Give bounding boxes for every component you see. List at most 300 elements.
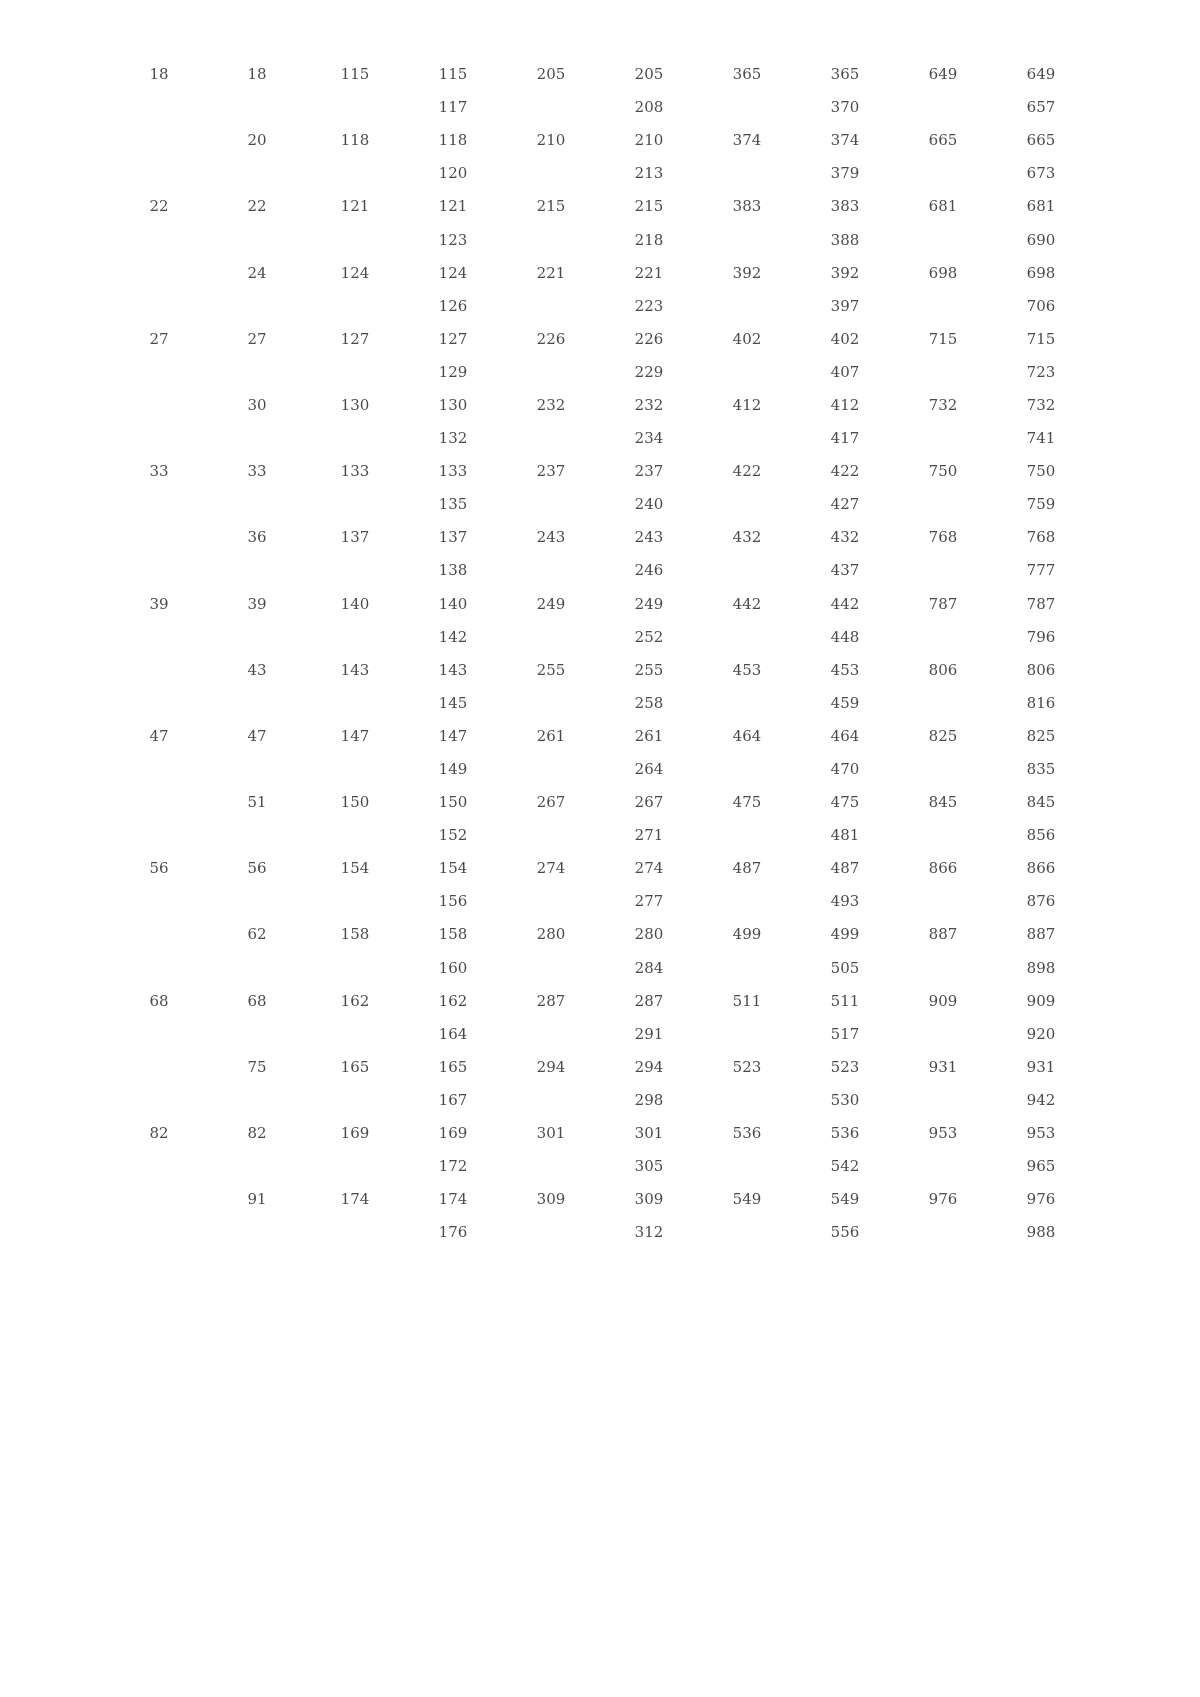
table-cell: 806 [1026,660,1056,679]
table-cell: 931 [1026,1057,1056,1076]
table-cell [306,885,404,918]
table-cell: 657 [1026,98,1056,117]
table-cell: 237 [536,462,566,481]
table-cell: 365 [732,65,762,84]
table-row [110,687,1090,720]
table-cell: 277 [634,892,664,911]
table-cell: 255 [536,660,566,679]
table-row [110,157,1090,190]
table-row [110,1150,1090,1183]
table-cell: 218 [634,230,664,249]
table-cell: 249 [634,594,664,613]
table-cell: 274 [536,859,566,878]
table-cell [208,356,306,389]
table-cell: 232 [634,395,664,414]
table-cell: 160 [438,958,468,977]
table-cell [502,819,600,852]
table-cell: 56 [247,859,267,878]
table-cell: 365 [830,65,860,84]
table-cell [698,1150,796,1183]
table-cell: 27 [149,329,169,348]
table-cell: 232 [536,395,566,414]
table-cell [698,687,796,720]
table-cell [306,488,404,521]
table-cell: 976 [928,1190,958,1209]
table-cell: 138 [438,561,468,580]
table-cell: 147 [438,726,468,745]
table-cell: 374 [732,131,762,150]
table-cell: 392 [732,263,762,282]
table-cell: 665 [1026,131,1056,150]
table-cell: 453 [732,660,762,679]
table-row [110,885,1090,918]
table-cell: 777 [1026,561,1056,580]
table-cell [306,753,404,786]
table-cell [306,157,404,190]
table-cell [502,753,600,786]
table-cell: 442 [732,594,762,613]
table-cell: 118 [438,131,468,150]
table-cell: 437 [830,561,860,580]
table-row [110,190,1090,223]
table-cell: 149 [438,760,468,779]
table-cell: 126 [438,296,468,315]
table-cell [698,422,796,455]
table-cell: 796 [1026,627,1056,646]
table-cell [306,621,404,654]
table-cell: 301 [536,1124,566,1143]
table-cell: 370 [830,98,860,117]
table-cell [698,819,796,852]
table-cell: 374 [830,131,860,150]
table-cell [208,621,306,654]
table-cell: 133 [438,462,468,481]
table-cell: 132 [438,429,468,448]
table-cell [502,1084,600,1117]
table-cell: 237 [634,462,664,481]
table-cell: 487 [732,859,762,878]
table-cell: 464 [830,726,860,745]
table-cell: 165 [438,1057,468,1076]
table-row [110,720,1090,753]
table-cell: 43 [247,660,267,679]
table-cell: 158 [438,925,468,944]
table-cell: 768 [928,528,958,547]
table-cell [110,389,208,422]
table-cell [110,554,208,587]
table-row [110,521,1090,554]
table-cell: 137 [438,528,468,547]
table-cell: 223 [634,296,664,315]
table-cell [110,356,208,389]
table-cell: 62 [247,925,267,944]
table-cell: 39 [149,594,169,613]
table-cell: 120 [438,164,468,183]
table-cell: 898 [1026,958,1056,977]
table-cell [698,753,796,786]
table-cell: 294 [634,1057,664,1076]
table-cell [306,687,404,720]
table-cell: 51 [247,793,267,812]
table-cell [110,290,208,323]
table-cell [894,290,992,323]
table-cell: 536 [732,1124,762,1143]
table-cell: 920 [1026,1024,1056,1043]
table-row [110,654,1090,687]
table-cell: 715 [1026,329,1056,348]
table-cell: 167 [438,1090,468,1109]
table-cell [306,1084,404,1117]
table-cell: 127 [340,329,370,348]
table-cell: 154 [438,859,468,878]
table-cell [894,157,992,190]
table-cell: 768 [1026,528,1056,547]
table-cell: 976 [1026,1190,1056,1209]
table-cell [698,885,796,918]
number-table-body [110,58,1090,1249]
table-cell: 475 [732,793,762,812]
table-cell [502,157,600,190]
table-cell: 305 [634,1157,664,1176]
table-cell [306,223,404,256]
table-cell: 397 [830,296,860,315]
table-cell: 866 [1026,859,1056,878]
table-cell [698,554,796,587]
table-cell: 953 [1026,1124,1056,1143]
table-cell [208,885,306,918]
table-cell [502,91,600,124]
table-cell: 422 [830,462,860,481]
table-row [110,124,1090,157]
table-cell: 542 [830,1157,860,1176]
table-cell: 706 [1026,296,1056,315]
table-cell: 118 [340,131,370,150]
table-cell [306,819,404,852]
table-cell [208,290,306,323]
table-cell: 723 [1026,362,1056,381]
table-cell: 133 [340,462,370,481]
table-cell: 82 [247,1124,267,1143]
table-cell: 649 [928,65,958,84]
table-cell: 673 [1026,164,1056,183]
table-cell: 845 [928,793,958,812]
table-cell [208,1084,306,1117]
table-cell [110,1051,208,1084]
table-cell [110,885,208,918]
table-cell [306,91,404,124]
table-cell: 887 [928,925,958,944]
table-cell [894,1084,992,1117]
table-cell: 549 [732,1190,762,1209]
table-cell [502,1150,600,1183]
table-cell: 511 [732,991,762,1010]
table-cell: 47 [247,726,267,745]
table-row [110,1018,1090,1051]
table-cell [110,1018,208,1051]
table-cell: 487 [830,859,860,878]
table-cell [208,687,306,720]
table-cell [502,554,600,587]
table-cell [110,786,208,819]
table-cell: 147 [340,726,370,745]
table-cell: 887 [1026,925,1056,944]
table-cell: 115 [438,65,468,84]
table-cell: 417 [830,429,860,448]
table-cell: 499 [830,925,860,944]
table-cell: 825 [928,726,958,745]
table-cell [110,488,208,521]
table-cell: 164 [438,1024,468,1043]
table-cell: 517 [830,1024,860,1043]
table-cell: 280 [536,925,566,944]
table-cell: 82 [149,1124,169,1143]
table-cell [894,554,992,587]
table-row [110,952,1090,985]
table-cell: 33 [149,462,169,481]
table-cell: 267 [634,793,664,812]
table-cell: 931 [928,1057,958,1076]
table-cell: 261 [536,726,566,745]
table-cell: 142 [438,627,468,646]
table-row [110,753,1090,786]
table-cell: 665 [928,131,958,150]
table-cell [306,952,404,985]
table-cell: 47 [149,726,169,745]
table-cell: 291 [634,1024,664,1043]
table-cell: 130 [340,395,370,414]
table-cell [502,952,600,985]
table-cell: 835 [1026,760,1056,779]
table-cell: 787 [928,594,958,613]
table-cell: 453 [830,660,860,679]
table-cell: 464 [732,726,762,745]
table-cell: 402 [830,329,860,348]
table-cell: 39 [247,594,267,613]
table-cell: 523 [732,1057,762,1076]
table-cell: 845 [1026,793,1056,812]
table-cell: 965 [1026,1157,1056,1176]
table-cell: 264 [634,760,664,779]
table-cell: 221 [634,263,664,282]
table-cell: 135 [438,495,468,514]
table-cell: 33 [247,462,267,481]
table-cell: 750 [928,462,958,481]
number-table [110,58,1090,1249]
table-cell: 162 [340,991,370,1010]
table-cell: 294 [536,1057,566,1076]
table-row [110,786,1090,819]
table-cell [698,621,796,654]
table-cell: 115 [340,65,370,84]
table-cell [502,1018,600,1051]
table-cell [110,621,208,654]
table-cell [110,1183,208,1216]
table-cell [502,1216,600,1249]
table-cell: 221 [536,263,566,282]
table-cell: 511 [830,991,860,1010]
table-cell [110,753,208,786]
table-cell [110,952,208,985]
table-cell: 215 [536,197,566,216]
table-cell: 942 [1026,1090,1056,1109]
table-row [110,1117,1090,1150]
table-cell: 169 [438,1124,468,1143]
table-cell: 649 [1026,65,1056,84]
table-cell [208,422,306,455]
table-cell: 481 [830,826,860,845]
table-cell: 412 [830,395,860,414]
table-cell: 715 [928,329,958,348]
table-cell: 750 [1026,462,1056,481]
table-cell [698,223,796,256]
table-row [110,290,1090,323]
table-cell [306,1150,404,1183]
table-cell: 240 [634,495,664,514]
table-cell [110,687,208,720]
table-cell: 27 [247,329,267,348]
table-cell: 258 [634,693,664,712]
table-cell: 732 [1026,395,1056,414]
table-cell: 121 [340,197,370,216]
table-cell [110,521,208,554]
table-cell: 412 [732,395,762,414]
table-cell: 210 [536,131,566,150]
table-cell [208,819,306,852]
table-cell: 388 [830,230,860,249]
table-cell: 156 [438,892,468,911]
table-cell: 91 [247,1190,267,1209]
table-cell [894,356,992,389]
table-cell: 246 [634,561,664,580]
table-cell: 143 [438,660,468,679]
table-row [110,323,1090,356]
table-cell: 255 [634,660,664,679]
table-cell [894,422,992,455]
table-cell: 523 [830,1057,860,1076]
table-cell: 174 [340,1190,370,1209]
table-cell: 309 [536,1190,566,1209]
table-cell [698,157,796,190]
table-cell [208,157,306,190]
table-cell: 205 [634,65,664,84]
table-cell: 229 [634,362,664,381]
table-cell: 152 [438,826,468,845]
table-row [110,91,1090,124]
table-cell: 499 [732,925,762,944]
table-cell [698,356,796,389]
table-cell: 287 [634,991,664,1010]
table-cell [110,157,208,190]
table-cell [208,91,306,124]
table-cell [110,124,208,157]
table-cell: 124 [438,263,468,282]
table-cell: 432 [830,528,860,547]
table-cell [208,554,306,587]
table-cell [110,654,208,687]
table-cell [306,290,404,323]
table-cell [502,687,600,720]
table-cell: 442 [830,594,860,613]
table-cell: 226 [536,329,566,348]
table-cell: 252 [634,627,664,646]
table-cell: 140 [438,594,468,613]
table-cell [894,1018,992,1051]
table-cell: 681 [1026,197,1056,216]
table-cell: 22 [149,197,169,216]
table-cell: 154 [340,859,370,878]
table-row [110,356,1090,389]
table-cell: 383 [830,197,860,216]
table-cell [306,356,404,389]
table-cell [502,422,600,455]
table-cell: 448 [830,627,860,646]
table-cell: 36 [247,528,267,547]
table-cell: 280 [634,925,664,944]
table-cell: 690 [1026,230,1056,249]
table-cell: 427 [830,495,860,514]
table-row [110,918,1090,951]
table-row [110,257,1090,290]
table-cell [208,1150,306,1183]
table-cell [110,1084,208,1117]
table-row [110,223,1090,256]
table-row [110,621,1090,654]
table-cell: 22 [247,197,267,216]
table-cell: 129 [438,362,468,381]
table-cell: 18 [149,65,169,84]
table-cell: 140 [340,594,370,613]
table-cell [894,687,992,720]
table-cell: 30 [247,395,267,414]
table-cell: 143 [340,660,370,679]
table-cell [698,290,796,323]
table-cell: 158 [340,925,370,944]
table-cell: 24 [247,263,267,282]
table-cell: 407 [830,362,860,381]
table-cell: 698 [1026,263,1056,282]
table-row [110,58,1090,91]
table-cell: 210 [634,131,664,150]
table-cell: 953 [928,1124,958,1143]
table-cell: 56 [149,859,169,878]
table-cell: 243 [634,528,664,547]
table-cell: 121 [438,197,468,216]
table-cell: 124 [340,263,370,282]
table-cell [306,554,404,587]
table-cell [894,952,992,985]
table-cell [208,1018,306,1051]
table-cell [110,819,208,852]
table-row [110,985,1090,1018]
table-cell: 169 [340,1124,370,1143]
table-row [110,1051,1090,1084]
table-cell: 234 [634,429,664,448]
table-cell: 988 [1026,1223,1056,1242]
table-cell: 459 [830,693,860,712]
table-row [110,554,1090,587]
table-cell: 145 [438,693,468,712]
table-cell: 741 [1026,429,1056,448]
table-cell: 215 [634,197,664,216]
table-cell: 493 [830,892,860,911]
table-cell [110,257,208,290]
table-cell: 261 [634,726,664,745]
table-cell: 75 [247,1057,267,1076]
table-cell: 530 [830,1090,860,1109]
table-cell [502,621,600,654]
table-cell [502,488,600,521]
table-cell [110,1150,208,1183]
